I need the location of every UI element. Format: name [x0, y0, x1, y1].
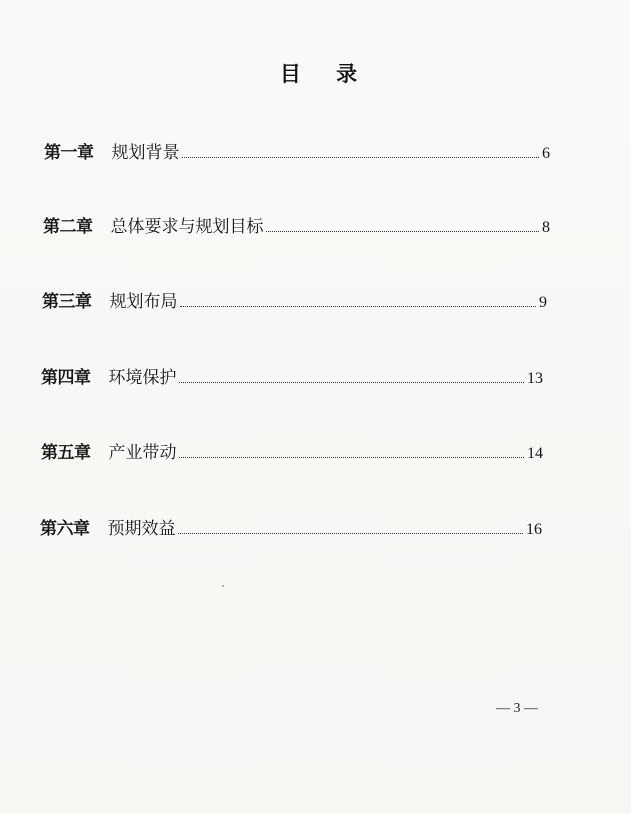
toc-dot-leader: [266, 230, 540, 232]
toc-entry-4[interactable]: [41, 362, 543, 388]
toc-entry-2[interactable]: [43, 211, 550, 237]
scan-speck: [222, 585, 224, 587]
toc-page-number: 8: [542, 219, 550, 236]
toc-chapter-label: 第六章: [40, 519, 90, 539]
toc-page-number: 6: [542, 145, 550, 162]
toc-chapter-label: 第三章: [42, 292, 92, 312]
toc-heading: 产业带动: [108, 443, 177, 463]
toc-chapter-label: 第五章: [41, 443, 91, 463]
toc-heading: 总体要求与规划目标: [110, 217, 264, 237]
toc-page-number: 13: [527, 370, 543, 387]
toc-dot-leader: [178, 532, 524, 534]
toc-chapter-label: 第一章: [44, 143, 94, 163]
toc-page-number: 9: [539, 294, 547, 311]
toc-dot-leader: [179, 381, 525, 383]
toc-heading: 环境保护: [108, 368, 177, 388]
toc-heading: 规划布局: [109, 292, 178, 312]
toc-entry-3[interactable]: [42, 286, 547, 312]
toc-entry-6[interactable]: [40, 513, 542, 539]
toc-heading: 规划背景: [111, 143, 180, 163]
toc-dot-leader: [182, 156, 540, 158]
toc-entry-5[interactable]: [41, 437, 543, 463]
toc-chapter-label: 第四章: [41, 368, 91, 388]
toc-title: 目 录: [279, 62, 372, 86]
toc-heading: 预期效益: [107, 519, 176, 539]
toc-chapter-label: 第二章: [43, 217, 93, 237]
toc-page-number: 14: [527, 445, 543, 462]
toc-dot-leader: [179, 456, 525, 458]
toc-entry-1[interactable]: [44, 137, 550, 163]
toc-page-number: 16: [526, 521, 542, 538]
toc-dot-leader: [180, 305, 537, 307]
page-number: — 3 —: [496, 701, 538, 716]
